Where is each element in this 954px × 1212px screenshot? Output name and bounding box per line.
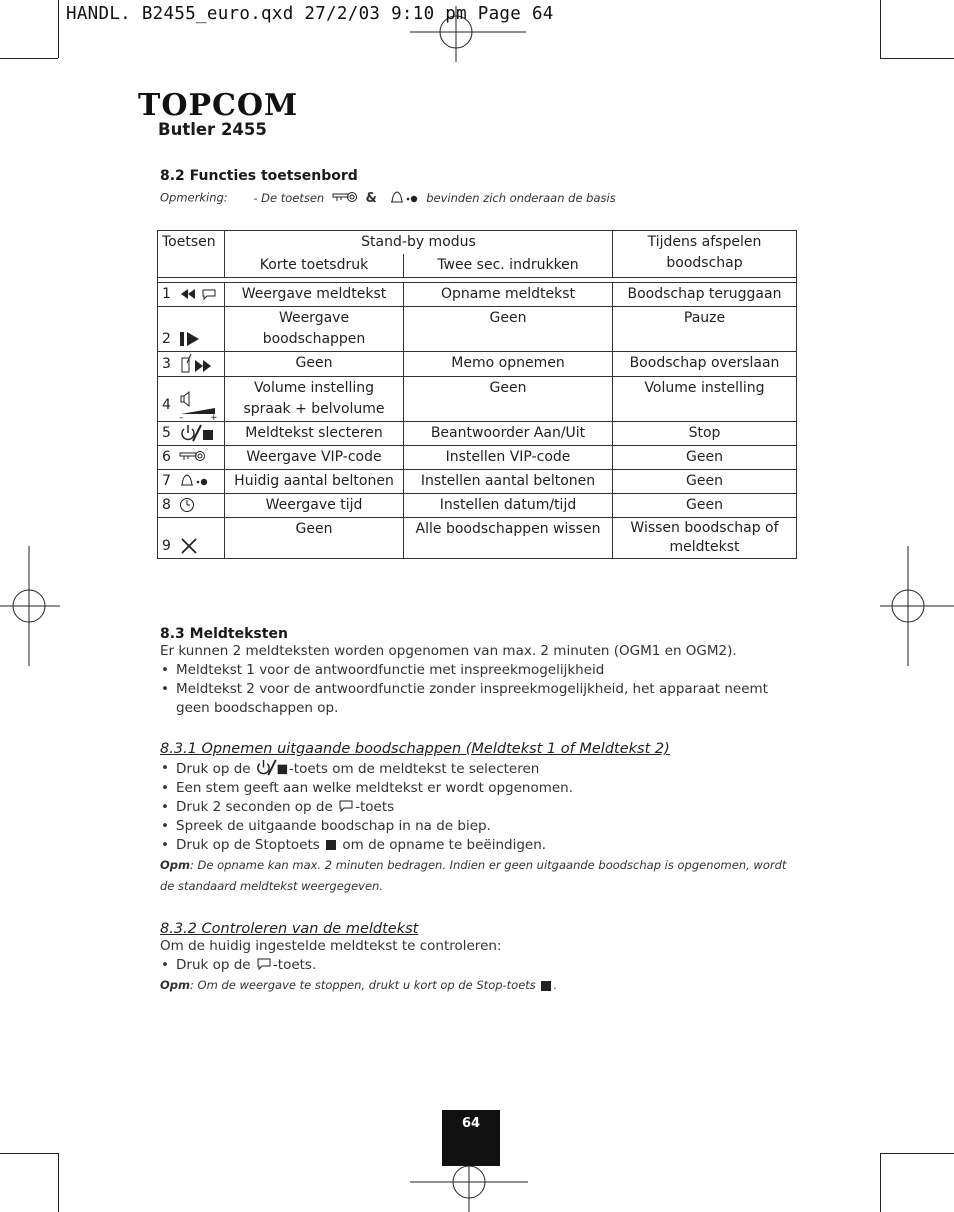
key-number: 6 xyxy=(162,449,171,465)
cell-play: Wissen boodschap of meldtekst xyxy=(613,518,797,559)
cell-long: Geen xyxy=(404,377,613,422)
text: om de opname te beëindigen. xyxy=(342,837,547,853)
crop-mark xyxy=(880,1153,881,1212)
cell-long: Instellen datum/tijd xyxy=(404,494,613,518)
key-functions-table xyxy=(157,230,797,559)
key-cell xyxy=(158,518,225,559)
key-number: 4 xyxy=(162,397,171,413)
list-item: • Meldtekst 2 voor de antwoordfunctie zonder inspreekmogelijkheid, het apparaat neemt geen boodschappen op. xyxy=(160,680,800,718)
text: Druk op de Stoptoets xyxy=(176,837,320,853)
text: -toets om de meldtekst te selecteren xyxy=(288,761,540,777)
cell-long: Memo opnemen xyxy=(404,352,613,377)
bullet-list xyxy=(160,759,800,855)
registration-mark-left xyxy=(0,546,60,666)
header-toetsen: Toetsen xyxy=(158,231,225,278)
opm-label: Opm xyxy=(160,858,190,872)
cell-short: Meldtekst slecteren xyxy=(225,422,404,446)
crop-mark xyxy=(880,0,881,58)
cell-short: Weergave boodschappen xyxy=(225,307,404,352)
table-row xyxy=(158,446,797,470)
cell-long: Instellen aantal beltonen xyxy=(404,470,613,494)
delete-x-icon xyxy=(179,536,199,556)
cell-long: Instellen VIP-code xyxy=(404,446,613,470)
key-cell xyxy=(158,470,225,494)
note-text-2: bevinden zich onderaan de basis xyxy=(426,190,616,205)
power-stop-icon xyxy=(255,759,289,776)
table-row xyxy=(158,307,797,352)
crop-mark xyxy=(880,1153,954,1154)
bell-icon xyxy=(179,473,209,489)
crop-mark xyxy=(880,58,954,59)
list-item xyxy=(160,759,800,779)
cell-short: Geen xyxy=(225,352,404,377)
key-icon xyxy=(179,450,207,464)
list-item: • Meldtekst 1 voor de antwoordfunctie met inspreekmogelijkheid xyxy=(160,661,800,680)
file-header: HANDL. B2455_euro.qxd 27/2/03 9:10 pm Page 64 xyxy=(66,4,554,24)
text: Druk op de xyxy=(176,957,251,973)
table-row xyxy=(158,377,797,422)
section-title-8-3-2: 8.3.2 Controleren van de meldtekst xyxy=(160,921,419,937)
cell-short: Volume instelling spraak + belvolume xyxy=(225,377,404,422)
message-icon xyxy=(337,799,355,813)
key-number: 2 xyxy=(162,331,171,347)
table-row xyxy=(158,494,797,518)
key-icon xyxy=(332,191,358,205)
section-intro: Er kunnen 2 meldteksten worden opgenomen van max. 2 minuten (OGM1 en OGM2). xyxy=(160,643,737,659)
note-text-1: - De toetsen xyxy=(253,190,325,205)
memo-skip-icon xyxy=(179,353,219,375)
key-number: 5 xyxy=(162,425,171,441)
bullet-list xyxy=(160,956,800,975)
opm-end: . xyxy=(553,978,558,992)
cell-long: Opname meldtekst xyxy=(404,283,613,307)
table-row xyxy=(158,283,797,307)
crop-mark xyxy=(58,1153,59,1212)
opm-text: : Om de weergave te stoppen, drukt u kort op de Stop-toets xyxy=(190,978,536,992)
table-row xyxy=(158,352,797,377)
clock-icon xyxy=(179,497,197,513)
key-cell xyxy=(158,422,225,446)
crop-mark xyxy=(0,58,58,59)
model-name: Butler 2455 xyxy=(158,120,267,139)
bullet-list xyxy=(160,661,800,718)
key-number: 9 xyxy=(162,538,171,554)
cell-play: Boodschap teruggaan xyxy=(613,283,797,307)
cell-play: Boodschap overslaan xyxy=(613,352,797,377)
section-intro: Om de huidig ingestelde meldtekst te controleren: xyxy=(160,938,502,954)
list-item: • Een stem geeft aan welke meldtekst er wordt opgenomen. xyxy=(160,779,800,798)
logo-text: TOPCOM xyxy=(138,88,299,123)
opm-text: : De opname kan max. 2 minuten bedragen. Indien er geen uitgaande boodschap is opgenomen, wordt xyxy=(190,858,787,872)
message-icon xyxy=(255,957,273,971)
registration-mark-right xyxy=(880,546,954,666)
opm-note xyxy=(160,855,800,876)
table-row xyxy=(158,422,797,446)
cell-play: Geen xyxy=(613,470,797,494)
section-title-8-2: 8.2 Functies toetsenbord xyxy=(160,168,358,184)
header-long: Twee sec. indrukken xyxy=(404,254,613,278)
table-row xyxy=(158,518,797,559)
rewind-message-icon xyxy=(179,286,219,302)
cell-short: Weergave VIP-code xyxy=(225,446,404,470)
list-item xyxy=(160,798,800,817)
key-cell xyxy=(158,307,225,352)
section-8-3 xyxy=(160,626,800,718)
crop-mark xyxy=(0,1153,58,1154)
section-note xyxy=(160,190,616,206)
text: Druk op de xyxy=(176,761,251,777)
text: -toets. xyxy=(272,957,317,973)
text: -toets xyxy=(355,799,395,815)
header-play-line1: Tijdens afspelen xyxy=(647,234,762,250)
table-row xyxy=(158,470,797,494)
section-title-8-3-1: 8.3.1 Opnemen uitgaande boodschappen (Meldtekst 1 of Meldtekst 2) xyxy=(160,741,670,757)
topcom-logo xyxy=(138,88,298,123)
header-short: Korte toetsdruk xyxy=(225,254,404,278)
volume-icon xyxy=(179,390,219,420)
cell-play: Stop xyxy=(613,422,797,446)
key-number: 8 xyxy=(162,497,171,513)
key-cell xyxy=(158,377,225,422)
bell-icon xyxy=(389,190,419,206)
header-standby: Stand-by modus xyxy=(225,231,613,255)
note-label: Opmerking: xyxy=(160,190,228,205)
opm-note-cont: de standaard meldtekst weergegeven. xyxy=(160,879,383,893)
power-stop-icon xyxy=(179,424,215,442)
cell-short: Weergave meldtekst xyxy=(225,283,404,307)
key-number: 7 xyxy=(162,473,171,489)
cell-short: Huidig aantal beltonen xyxy=(225,470,404,494)
opm-note xyxy=(160,975,800,996)
section-8-3-2 xyxy=(160,921,800,996)
list-item xyxy=(160,836,800,855)
note-amp: & xyxy=(365,190,377,206)
key-cell xyxy=(158,283,225,307)
header-play xyxy=(613,231,797,278)
section-title-8-3: 8.3 Meldteksten xyxy=(160,626,288,642)
cell-play: Volume instelling xyxy=(613,377,797,422)
key-number: 1 xyxy=(162,286,171,302)
key-number: 3 xyxy=(162,356,171,372)
cell-long: Geen xyxy=(404,307,613,352)
cell-play: Pauze xyxy=(613,307,797,352)
play-icon xyxy=(179,330,203,348)
svg-text:–: – xyxy=(179,413,184,420)
header-play-line2: boodschap xyxy=(666,255,743,271)
stop-square-icon xyxy=(326,840,336,850)
text: Druk 2 seconden op de xyxy=(176,799,333,815)
cell-long: Beantwoorder Aan/Uit xyxy=(404,422,613,446)
cell-short: Geen xyxy=(225,518,404,559)
cell-short: Weergave tijd xyxy=(225,494,404,518)
key-cell xyxy=(158,446,225,470)
stop-square-icon xyxy=(541,981,551,991)
section-8-3-1 xyxy=(160,741,800,897)
cell-long: Alle boodschappen wissen xyxy=(404,518,613,559)
opm-label: Opm xyxy=(160,978,190,992)
key-cell xyxy=(158,494,225,518)
key-cell xyxy=(158,352,225,377)
crop-mark xyxy=(58,0,59,58)
cell-play: Geen xyxy=(613,494,797,518)
list-item xyxy=(160,956,800,975)
svg-text:+: + xyxy=(210,413,218,420)
cell-play: Geen xyxy=(613,446,797,470)
page-number: 64 xyxy=(442,1110,500,1166)
list-item: • Spreek de uitgaande boodschap in na de biep. xyxy=(160,817,800,836)
table-header-row xyxy=(158,231,797,255)
